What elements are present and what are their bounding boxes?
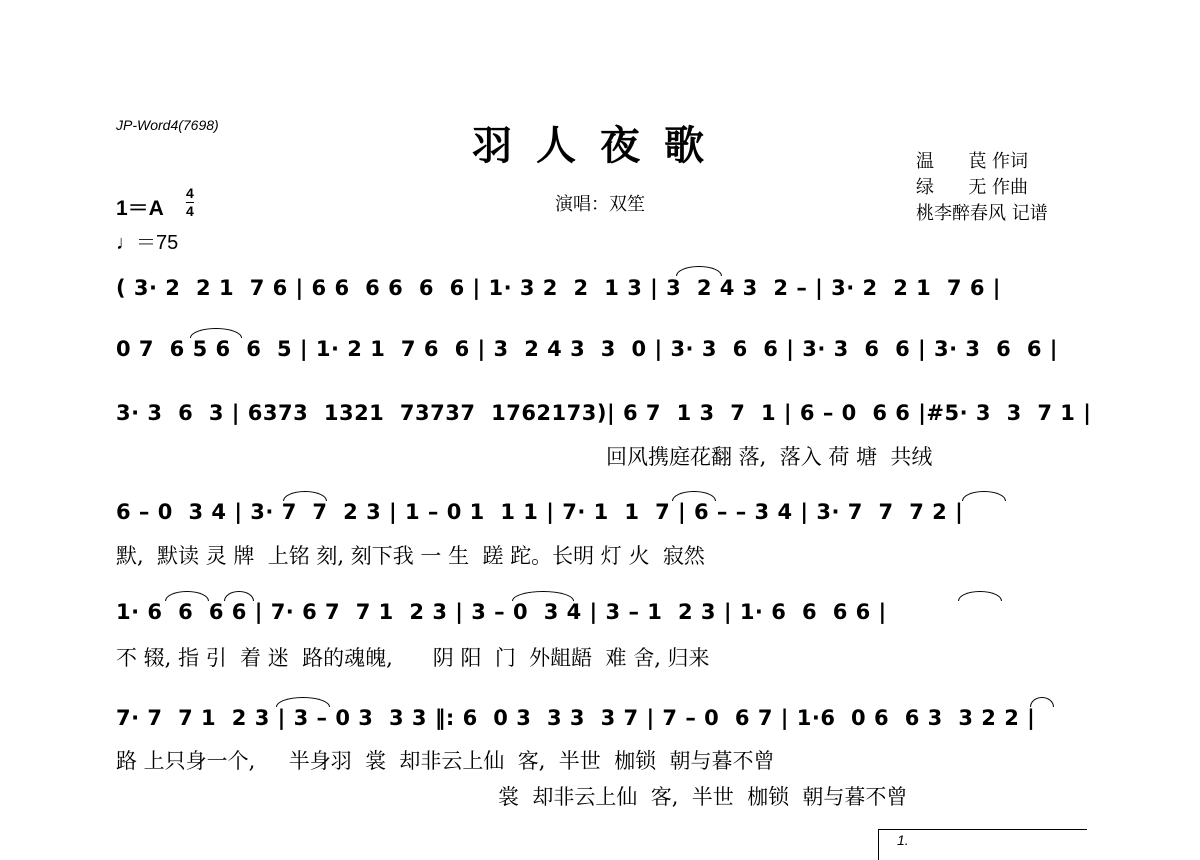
tie-mark bbox=[1030, 697, 1054, 707]
key-signature: 1＝A bbox=[116, 197, 164, 220]
time-signature bbox=[186, 186, 194, 219]
meter-top: 4 bbox=[186, 185, 194, 201]
notation-line-6: 7· 7 7 1 2 3 | 3 – 0 3 3 3 ‖: 6 0 3 3 3 3 7 | 7 – 0 6 7 | 1·6 0 6 6 3 3 2 2 | bbox=[116, 706, 1036, 730]
lyrics-line-6-verse-2: 裳 却非云上仙 客, 半世 枷锁 朝与暮不曾 bbox=[498, 785, 908, 809]
lyrics-line-3: 回风携庭花翻 落, 落入 荷 塘 共绒 bbox=[606, 445, 933, 469]
tie-mark bbox=[190, 328, 242, 338]
singer-credit: 演唱：双笙 bbox=[555, 194, 645, 215]
tie-mark bbox=[512, 591, 574, 601]
volta-label: 1. bbox=[897, 832, 909, 848]
lyrics-line-6-verse-1: 路 上只身一个, 半身羽 裳 却非云上仙 客, 半世 枷锁 朝与暮不曾 bbox=[116, 749, 775, 773]
credits-block bbox=[916, 149, 1048, 227]
notation-line-1: ( 3· 2 2 1 7 6 | 6 6 6 6 6 6 | 1· 3 2 2 1 3 | 3 2 4 3 2 – | 3· 2 2 1 7 6 | bbox=[116, 276, 1001, 300]
tie-mark bbox=[676, 266, 722, 276]
tie-mark bbox=[224, 591, 254, 601]
transcriber-credit: 桃李醉春风 记谱 bbox=[916, 203, 1048, 224]
software-label: JP-Word4(7698) bbox=[116, 117, 219, 133]
notation-line-5: 1· 6 6 6 6 | 7· 6 7 7 1 2 3 | 3 – 0 3 4 | 3 – 1 2 3 | 1· 6 6 6 6 | bbox=[116, 600, 887, 624]
tie-mark bbox=[165, 591, 209, 601]
lyrics-line-4: 默, 默读 灵 牌 上铭 刻, 刻下我 一 生 蹉 跎。长明 灯 火 寂然 bbox=[116, 544, 705, 568]
tie-mark bbox=[962, 491, 1006, 501]
tempo-marking: ♩＝75 bbox=[116, 232, 179, 254]
notation-line-2: 0 7 6 5 6 6 5 | 1· 2 1 7 6 6 | 3 2 4 3 3 0 | 3· 3 6 6 | 3· 3 6 6 | 3· 3 6 6 | bbox=[116, 337, 1058, 361]
song-title: 羽人夜歌 bbox=[472, 122, 728, 169]
volta-bracket bbox=[878, 829, 1087, 860]
tie-mark bbox=[672, 491, 716, 501]
lyrics-line-5: 不 辍, 指 引 着 迷 路的魂魄, 阴 阳 门 外龃龉 难 舍, 归来 bbox=[116, 646, 710, 670]
tie-mark bbox=[276, 697, 330, 707]
lyricist-credit: 温 苠 作词 bbox=[916, 151, 1029, 172]
tie-mark bbox=[283, 491, 327, 501]
notation-line-4: 6 – 0 3 4 | 3· 7 7 2 3 | 1 – 0 1 1 1 | 7· 1 1 7 | 6 – – 3 4 | 3· 7 7 7 2 | bbox=[116, 500, 964, 524]
composer-credit: 绿 无 作曲 bbox=[916, 177, 1029, 198]
notation-line-3: 3· 3 6 3 | 6373 1321 73737 1762173)| 6 7 1 3 7 1 | 6 – 0 6 6 |#5· 3 3 7 1 | bbox=[116, 401, 1092, 425]
tie-mark bbox=[958, 591, 1002, 601]
meter-bottom: 4 bbox=[186, 203, 194, 219]
